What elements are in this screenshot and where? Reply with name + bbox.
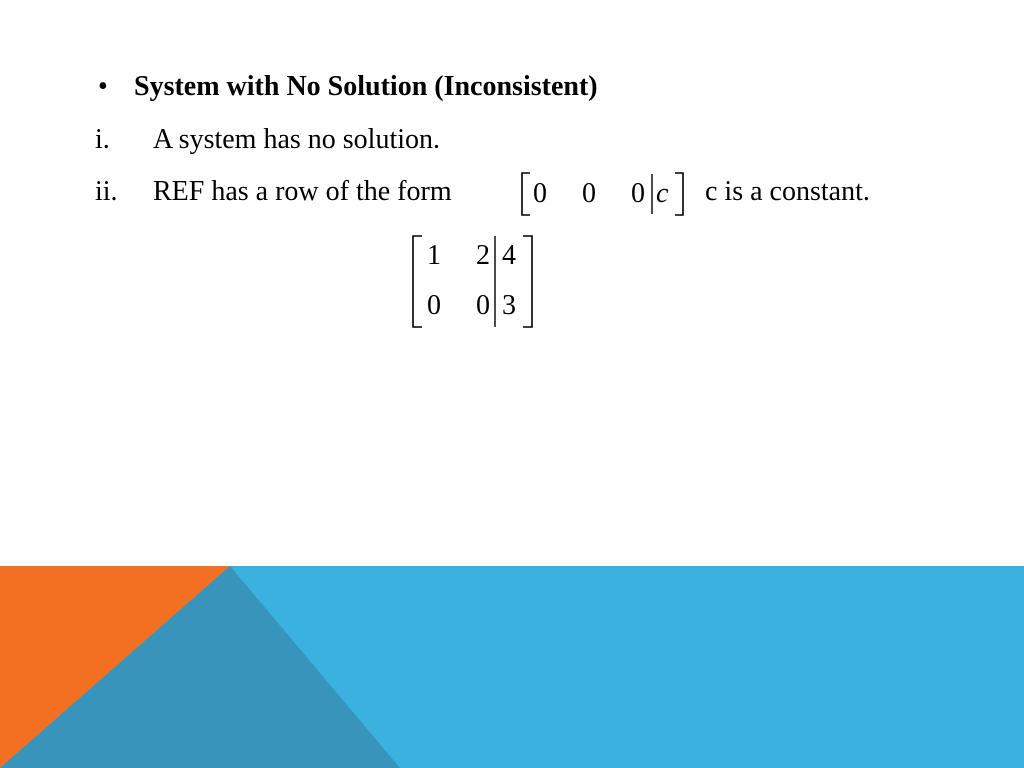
footer-decoration xyxy=(0,566,1024,768)
matrix-entry: 0 xyxy=(476,290,490,321)
bullet-icon: • xyxy=(98,71,108,102)
row-form-matrix xyxy=(510,170,690,218)
matrix-augmented-entry: 4 xyxy=(502,240,516,271)
list-item-text: A system has no solution. xyxy=(153,124,441,155)
matrix-entry: 0 xyxy=(533,178,547,209)
matrix-entry: 0 xyxy=(631,178,645,209)
matrix-augmented-entry: c xyxy=(656,178,669,209)
matrix-augmented-entry: 3 xyxy=(502,290,516,321)
matrix-entry: 1 xyxy=(427,240,441,271)
list-item-number: ii. xyxy=(95,176,118,207)
matrix-entry: 0 xyxy=(582,178,596,209)
matrix-entry: 2 xyxy=(476,240,490,271)
list-item-trailing-text: c is a constant. xyxy=(705,176,870,207)
list-item-text: REF has a row of the form xyxy=(153,176,452,207)
matrix-entry: 0 xyxy=(427,290,441,321)
example-matrix-brackets xyxy=(405,232,540,332)
slide-heading: System with No Solution (Inconsistent) xyxy=(134,71,598,102)
list-item-number: i. xyxy=(95,124,110,155)
example-matrix xyxy=(405,232,540,332)
